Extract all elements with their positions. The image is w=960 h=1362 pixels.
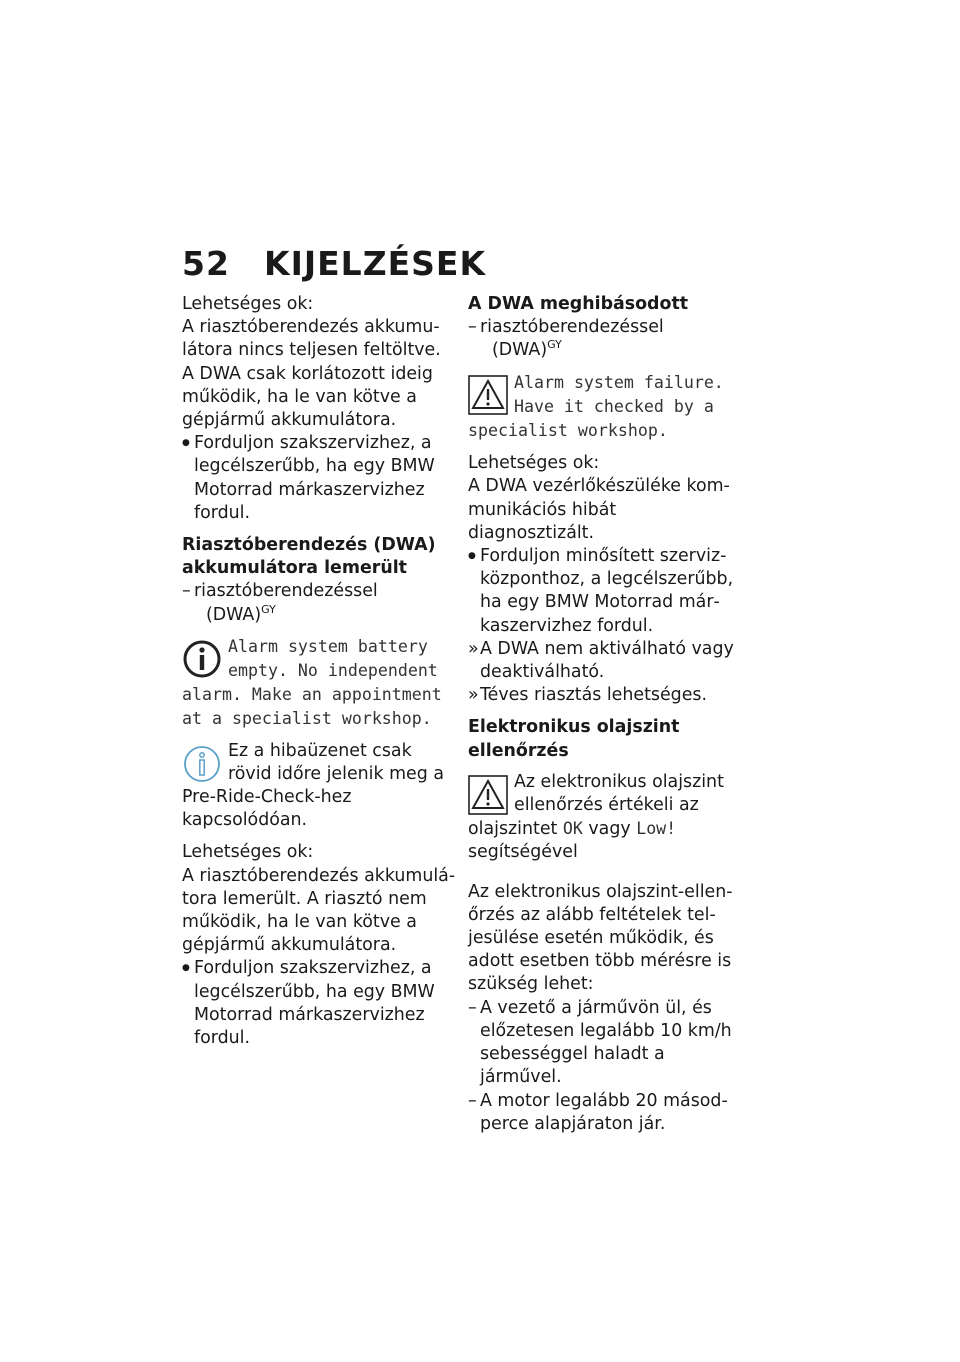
right-column bbox=[468, 293, 743, 1136]
oil-ok: OK bbox=[562, 819, 583, 839]
sup-gy: GY bbox=[547, 338, 562, 352]
display-message-note bbox=[182, 635, 457, 732]
section-title-failure: A DWA meghibásodott bbox=[468, 294, 689, 314]
cause-label: Lehetséges ok: bbox=[468, 453, 600, 474]
display-message: Alarm system battery empty. No independent alarm. Make an appointment at a specialist workshop. bbox=[182, 636, 442, 729]
cause-text: A DWA vezérlőkészüléke kommunikációs hibát diagnosztizált. bbox=[468, 476, 730, 543]
info-icon bbox=[182, 639, 222, 679]
condition-1: – A vezető a járművön ül, és előzetesen legalább 10 km/h sebességgel haladt a járművel. bbox=[468, 997, 743, 1090]
page-number: 52 bbox=[182, 244, 230, 283]
oil-text: Az elektronikus olajszint-ellenőrzés az alább feltételek teljesülése esetén működik, és adott esetben több mérésre is szükség lehet: bbox=[468, 881, 733, 995]
oil-note bbox=[468, 771, 743, 865]
cause-text: A riasztóberendezés akkumulátora lemerült. A riasztó nem működik, ha le van kötve a gépjármű akkumulátora. bbox=[182, 865, 456, 956]
page-header bbox=[182, 244, 486, 283]
cause-label: Lehetséges ok: bbox=[182, 842, 314, 863]
dash-item: – riasztóberendezéssel bbox=[182, 580, 457, 603]
condition-2: – A motor legalább 20 másodperce alapjáraton jár. bbox=[468, 1090, 743, 1136]
info-note-text: Ez a hibaüzenet csak rövid időre jelenik meg a Pre-Ride-Check-hez kapcsolódóan. bbox=[182, 740, 444, 831]
info-note bbox=[182, 740, 457, 833]
section-title-oil: Elektronikus olajszint ellenőrzés bbox=[468, 717, 680, 761]
left-column bbox=[182, 293, 457, 1050]
oil-vagy: vagy bbox=[588, 819, 631, 840]
result-2: » Téves riasztás lehetséges. bbox=[468, 684, 743, 707]
oil-low: Low! bbox=[636, 819, 677, 839]
section-title-battery: Riasztóberendezés (DWA) akkumulátora lemerült bbox=[182, 535, 436, 579]
cause-bullet: ● Forduljon minősített szervizközponthoz, a legcélszerűbb, ha egy BMW Motorrad márkaszervizhez fordul. bbox=[468, 545, 743, 638]
cause-bullet: ● Forduljon szakszervizhez, a legcélszerűbb, ha egy BMW Motorrad márkaszervizhez fordul. bbox=[182, 957, 457, 1050]
warning-icon bbox=[468, 375, 508, 415]
display-message: Alarm system failure. Have it checked by a specialist workshop. bbox=[468, 372, 724, 441]
display-message-note bbox=[468, 371, 743, 444]
dash-item-sub: (DWA)$^{GY}$ bbox=[206, 602, 276, 625]
result-1: » A DWA nem aktiválható vagy deaktiválható. bbox=[468, 638, 743, 684]
intro-text: A riasztóberendezés akkumulátora nincs teljesen feltöltve. A DWA csak korlátozott ideig működik, ha le van kötve a gépjármű akkumulátora. bbox=[182, 317, 441, 431]
info-outline-icon bbox=[182, 744, 222, 784]
dash-item: – riasztóberendezéssel bbox=[468, 316, 743, 339]
intro-bullet: ● Forduljon szakszervizhez, a legcélszerűbb, ha egy BMW Motorrad márkaszervizhez fordul. bbox=[182, 432, 457, 525]
oil-note-end: segítségével bbox=[468, 842, 578, 863]
page-title: KIJELZÉSEK bbox=[264, 244, 487, 283]
dash-item-sub: (DWA)$^{GY}$ bbox=[492, 338, 562, 361]
intro-label: Lehetséges ok: bbox=[182, 294, 314, 314]
sup-gy: GY bbox=[261, 602, 276, 616]
warning-icon bbox=[468, 775, 508, 815]
oil-note-text: Az elektronikus olajszint ellenőrzés értékeli az olajszintet bbox=[468, 771, 724, 840]
